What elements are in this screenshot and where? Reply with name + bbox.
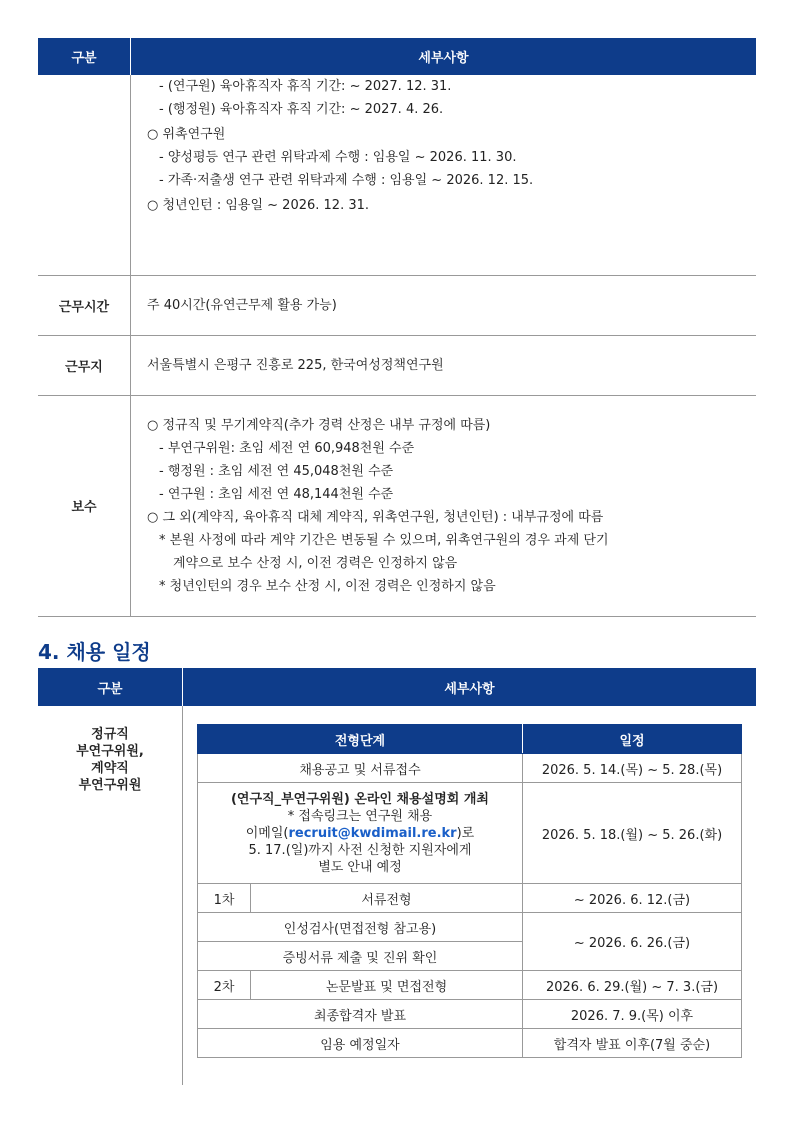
table-row: 증빙서류 제출 및 진위 확인 [198, 942, 742, 971]
conditions-table [38, 38, 756, 617]
table-row: 2차 논문발표 및 면접전형 2026. 6. 29.(월) ~ 7. 3.(금) [198, 971, 742, 1000]
detail-line: - 부연구위원: 초임 세전 연 60,948천원 수준 [159, 440, 415, 456]
header-category: 구분 [38, 668, 183, 706]
detail-line: ○ 청년인턴 : 임용일 ~ 2026. 12. 31. [147, 198, 370, 213]
header-details: 세부사항 [183, 668, 757, 706]
table-row [38, 275, 756, 335]
header-date: 일정 [523, 725, 742, 754]
hours-value: 주 40시간(유연근무제 활용 가능) [131, 275, 757, 335]
hours-label: 근무시간 [38, 275, 131, 335]
pay-label: 보수 [38, 395, 131, 616]
header-category: 구분 [38, 38, 131, 75]
header-stage: 전형단계 [198, 725, 523, 754]
table-row: (연구직_부연구위원) 온라인 채용설명회 개최 * 접속링크는 연구원 채용 이메일(recruit@kwdimail.re.kr)로 5. 17.(일)까지 사전 신청한 지원자에게 별도 안내 예정 2026. 5. 18.(월) ~ 5. 26.(화) [198, 783, 742, 884]
detail-line: - 가족·저출생 연구 관련 위탁과제 수행 : 임용일 ~ 2026. 12. 15. [159, 173, 534, 188]
pay-details [131, 395, 757, 616]
place-label: 근무지 [38, 335, 131, 395]
table-row [38, 335, 756, 395]
detail-line: - 양성평등 연구 관련 위탁과제 수행 : 임용일 ~ 2026. 11. 30. [159, 150, 517, 165]
table-row [38, 75, 756, 275]
schedule-inner-table [197, 724, 742, 1058]
detail-line: ○ 위촉연구원 [147, 127, 226, 142]
table-row: 채용공고 및 서류접수 2026. 5. 14.(목) ~ 5. 28.(목) [198, 754, 742, 783]
detail-line: 계약으로 보수 산정 시, 이전 경력은 인정하지 않음 [173, 555, 458, 571]
detail-line: ○ 정규직 및 무기계약직(추가 경력 산정은 내부 규정에 따름) [147, 417, 491, 433]
schedule-table [38, 668, 756, 1085]
detail-line: ○ 그 외(계약직, 육아휴직 대체 계약직, 위촉연구원, 청년인턴) : 내부규정에 따름 [147, 509, 604, 525]
detail-line: - 행정원 : 초임 세전 연 45,048천원 수준 [159, 463, 394, 479]
table-row: 최종합격자 발표 2026. 7. 9.(목) 이후 [198, 1000, 742, 1029]
detail-line: - 연구원 : 초임 세전 연 48,144천원 수준 [159, 486, 394, 502]
table-row: 인성검사(면접전형 참고용) ~ 2026. 6. 26.(금) [198, 913, 742, 942]
table-row: 1차 서류전형 ~ 2026. 6. 12.(금) [198, 884, 742, 913]
place-value: 서울특별시 은평구 진흥로 225, 한국여성정책연구원 [131, 335, 757, 395]
detail-line: * 청년인턴의 경우 보수 산정 시, 이전 경력은 인정하지 않음 [159, 578, 496, 594]
schedule-category: 정규직 부연구위원, 계약직 부연구위원 [38, 706, 183, 1085]
detail-line: * 본원 사정에 따라 계약 기간은 변동될 수 있으며, 위촉연구원의 경우 과제 단기 [159, 532, 609, 548]
detail-line: - (연구원) 육아휴직자 휴직 기간: ~ 2027. 12. 31. [159, 79, 452, 94]
detail-line: - (행정원) 육아휴직자 휴직 기간: ~ 2027. 4. 26. [159, 102, 444, 117]
email-link[interactable]: recruit@kwdimail.re.kr [288, 825, 457, 841]
period-details [131, 75, 757, 275]
table-row [38, 395, 756, 616]
section-title: 4. 채용 일정 [38, 640, 151, 664]
table-row: 임용 예정일자 합격자 발표 이후(7월 중순) [198, 1029, 742, 1058]
header-details: 세부사항 [131, 38, 757, 75]
